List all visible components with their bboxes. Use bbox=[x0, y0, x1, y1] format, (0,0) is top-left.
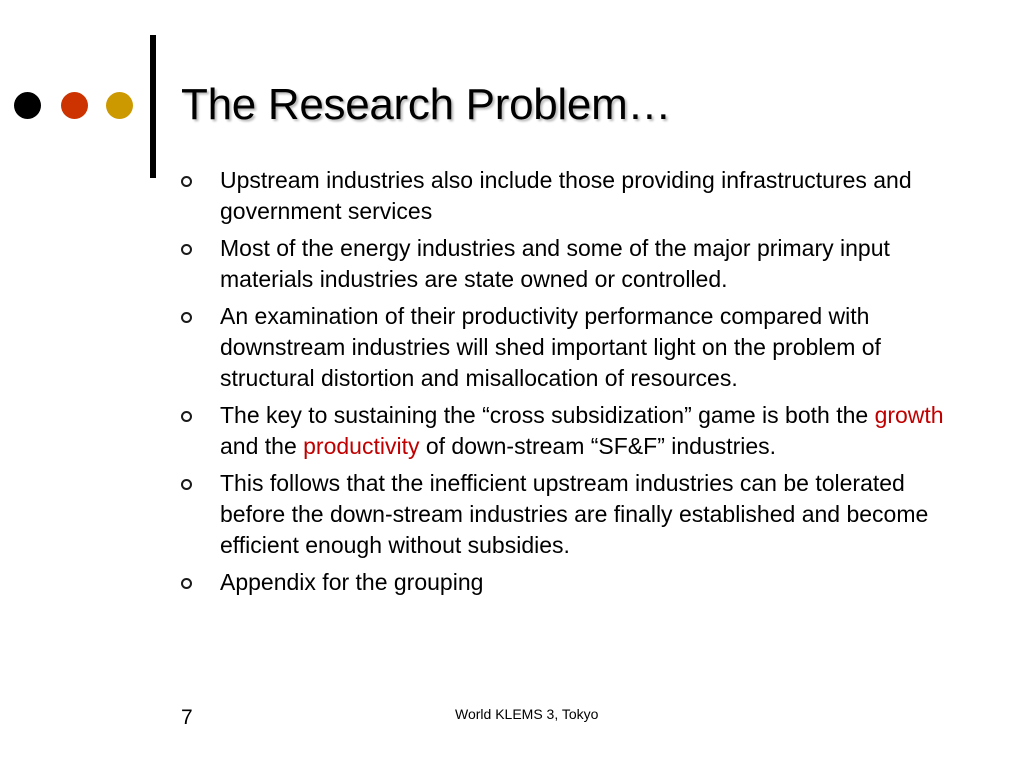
bullet-circle-icon bbox=[181, 312, 192, 323]
bullet-list bbox=[181, 165, 971, 604]
bullet-item bbox=[181, 165, 971, 227]
bullet-text-part: of down-stream “SF&F” industries. bbox=[419, 433, 777, 459]
bullet-item bbox=[181, 468, 971, 561]
page-number: 7 bbox=[181, 706, 193, 729]
bullet-item bbox=[181, 233, 971, 295]
bullet-circle-icon bbox=[181, 176, 192, 187]
bullet-text-part: The key to sustaining the “cross subsidization” game is both the bbox=[220, 402, 875, 428]
bullet-text: Most of the energy industries and some of the major primary input materials industries are state owned or controlled. bbox=[220, 235, 890, 292]
black-dot-icon bbox=[14, 92, 41, 119]
bullet-text-part: and the bbox=[220, 433, 304, 459]
bullet-circle-icon bbox=[181, 411, 192, 422]
bullet-circle-icon bbox=[181, 244, 192, 255]
highlight-growth: growth bbox=[874, 402, 944, 428]
bullet-item bbox=[181, 301, 971, 394]
bullet-text: This follows that the inefficient upstream industries can be tolerated before the down-stream industries are finally established and become efficient enough without subsidies. bbox=[220, 470, 929, 558]
bullet-circle-icon bbox=[181, 578, 192, 589]
decorative-dots bbox=[14, 92, 134, 120]
highlight-productivity: productivity bbox=[303, 433, 420, 459]
bullet-item bbox=[181, 400, 971, 462]
bullet-text: Appendix for the grouping bbox=[220, 569, 484, 595]
bullet-text: Upstream industries also include those providing infrastructures and government services bbox=[220, 167, 912, 224]
bullet-circle-icon bbox=[181, 479, 192, 490]
footer-text: World KLEMS 3, Tokyo bbox=[455, 706, 599, 722]
bullet-text: An examination of their productivity performance compared with downstream industries will shed important light on the problem of structural distortion and misallocation of resources. bbox=[220, 303, 881, 391]
slide-title: The Research Problem… bbox=[181, 80, 672, 129]
title-divider-bar bbox=[150, 35, 156, 178]
red-dot-icon bbox=[61, 92, 88, 119]
gold-dot-icon bbox=[106, 92, 133, 119]
bullet-item bbox=[181, 567, 971, 598]
